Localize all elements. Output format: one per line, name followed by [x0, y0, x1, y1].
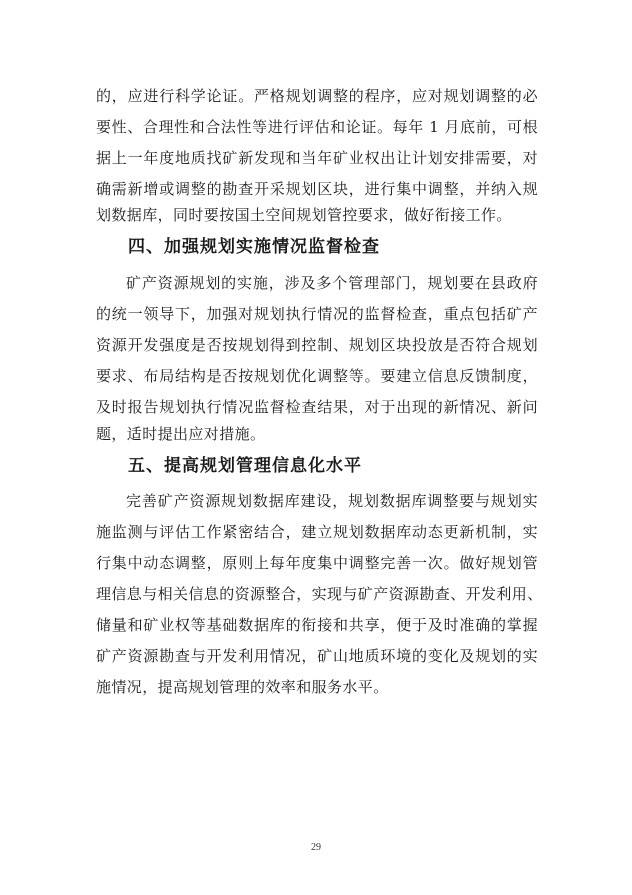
paragraph-1-line-2: 要性、合理性和合法性等进行评估和论证。每年 1 月底前，可根 [96, 118, 538, 136]
section-heading-5: 五、提高规划管理信息化水平 [128, 456, 362, 476]
paragraph-2-line-1: 矿产资源规划的实施，涉及多个管理部门，规划要在县政府 [126, 274, 538, 292]
paragraph-2-line-3: 资源开发强度是否按规划得到控制、规划区块投放是否符合规划 [96, 336, 538, 354]
paragraph-2-line-5: 及时报告规划执行情况监督检查结果，对于出现的新情况、新问 [96, 398, 538, 416]
page-number: 29 [311, 842, 321, 853]
section-heading-4: 四、加强规划实施情况监督检查 [128, 237, 380, 257]
paragraph-1-line-5: 划数据库，同时要按国土空间规划管控要求，做好衔接工作。 [96, 206, 512, 224]
paragraph-1-line-3: 据上一年度地质找矿新发现和当年矿业权出让计划安排需要，对 [96, 149, 538, 167]
paragraph-2-line-6: 题，适时提出应对措施。 [96, 425, 266, 443]
paragraph-3-line-5: 储量和矿业权等基础数据库的衔接和共享，便于及时准确的掌握 [96, 616, 538, 634]
paragraph-1-line-1: 的，应进行科学论证。严格规划调整的程序，应对规划调整的必 [96, 87, 538, 105]
paragraph-2-line-2: 的统一领导下，加强对规划执行情况的监督检查，重点包括矿产 [96, 305, 538, 323]
paragraph-3-line-1: 完善矿产资源规划数据库建设，规划数据库调整要与规划实 [126, 492, 538, 510]
paragraph-1-line-4: 确需新增或调整的勘查开采规划区块，进行集中调整，并纳入规 [96, 180, 538, 198]
paragraph-3-line-4: 理信息与相关信息的资源整合，实现与矿产资源勘查、开发利用、 [96, 585, 543, 603]
paragraph-3-line-7: 施情况，提高规划管理的效率和服务水平。 [96, 678, 389, 696]
paragraph-3-line-3: 行集中动态调整，原则上每年度集中调整完善一次。做好规划管 [96, 554, 538, 572]
paragraph-2-line-4: 要求、布局结构是否按规划优化调整等。要建立信息反馈制度， [96, 367, 538, 385]
paragraph-3-line-6: 矿产资源勘查与开发利用情况，矿山地质环境的变化及规划的实 [96, 647, 538, 665]
paragraph-3-line-2: 施监测与评估工作紧密结合，建立规划数据库动态更新机制，实 [96, 523, 538, 541]
